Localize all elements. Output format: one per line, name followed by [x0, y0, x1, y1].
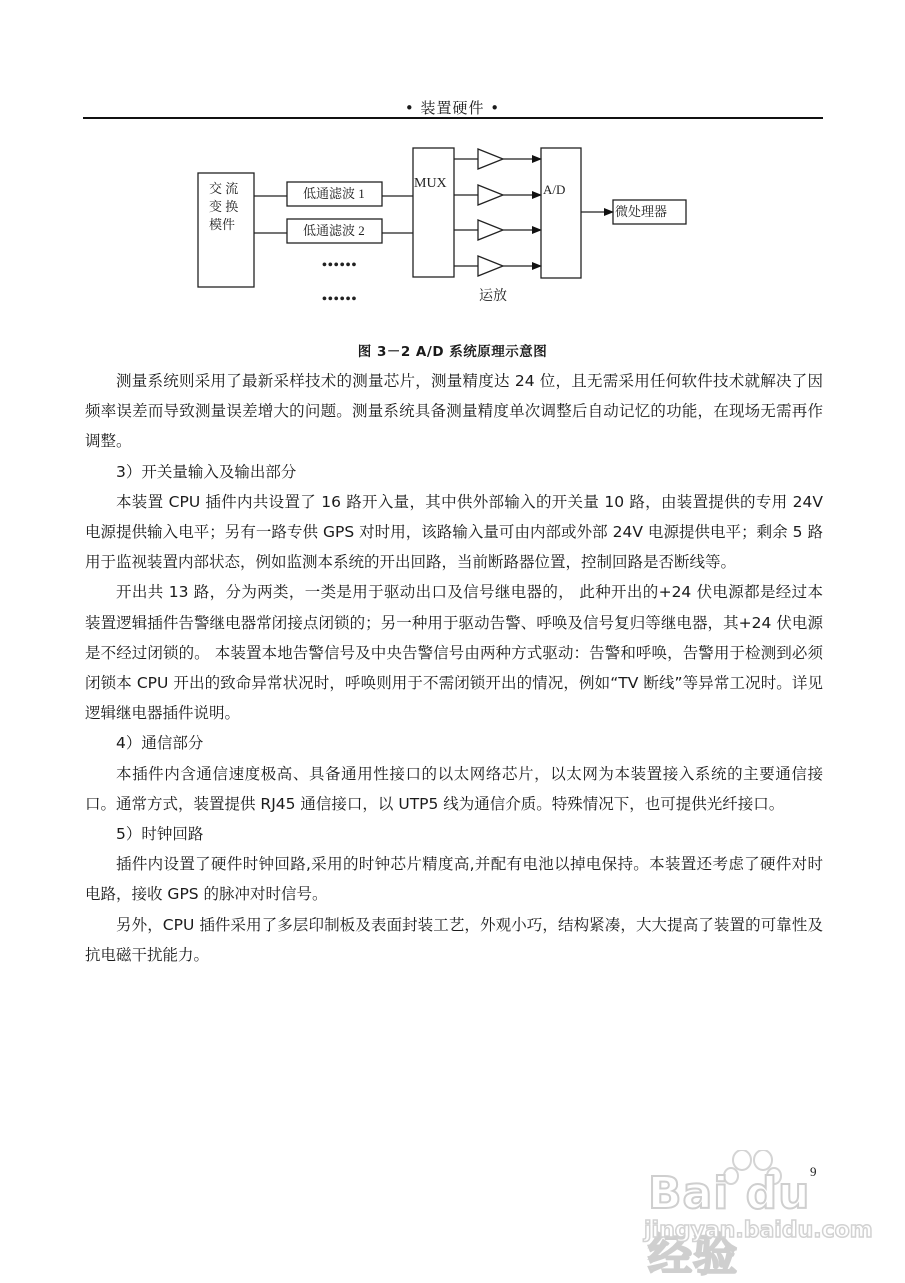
ac-module-label-3: 模件: [209, 217, 236, 232]
opamp-2: [454, 185, 541, 205]
ac-module-label-1: 交 流: [209, 181, 239, 196]
baidu-watermark: [640, 1150, 873, 1281]
paragraph-switch-outputs: 开出共 13 路，分为两类，一类是用于驱动出口及信号继电器的， 此种开出的+24 伏电源都是经过本装置逻辑插件告警继电器常闭接点闭锁的；另一种用于驱动告警、呼唤及信号复归等继电器，其+24 伏电源是不经过闭锁的。 本装置本地告警信号及中央告警信号由两种方式驱动：告警和呼唤，告警用于检测到必须闭锁本 CPU 开出的致命异常状况时，呼唤则用于不需闭锁开出的情况，例如“TV 断线”等异常工况时。详见逻辑继电器插件说明。: [85, 583, 823, 723]
opamp-1: [454, 149, 541, 169]
paragraph-switch-inputs: 本装置 CPU 插件内共设置了 16 路开入量，其中供外部输入的开关量 10 路，由装置提供的专用 24V 电源提供输入电平；另有一路专供 GPS 对时用，该路输入量可由内部或外部 24V 电源提供电平；剩余 5 路用于监视装置内部状态，例如监测本系统的开出回路，当前断路器位置，控制回路是否断线等。: [85, 492, 823, 572]
page-number: 9: [810, 1164, 817, 1179]
ellipsis-1: ••••••: [322, 258, 358, 273]
diagram-lines: [0, 0, 905, 330]
paragraph-clock: 插件内设置了硬件时钟回路,采用的时钟芯片精度高,并配有电池以掉电保持。本装置还考虑了硬件对时电路，接收 GPS 的脉冲对时信号。: [85, 855, 823, 904]
section-heading-communication: 4）通信部分: [116, 734, 204, 753]
body-text: [85, 366, 823, 970]
opamp-4: [454, 256, 541, 276]
adc-box: [541, 148, 581, 278]
adc-label: A/D: [543, 182, 566, 197]
paragraph-measurement: 测量系统则采用了最新采样技术的测量芯片，测量精度达 24 位，且无需采用任何软件技术就解决了因频率误差而导致测量误差增大的问题。测量系统具备测量精度单次调整后自动记忆的功能，在现场无需再作调整。: [85, 372, 823, 451]
figure-caption: 图 3－2 A/D 系统原理示意图: [357, 344, 548, 360]
filter-1-label: 低通滤波 1: [303, 186, 365, 201]
filter-2-label: 低通滤波 2: [303, 223, 365, 238]
opamp-label: 运放: [479, 289, 507, 304]
ac-module-label-2: 变 换: [209, 199, 239, 214]
mux-box: [413, 148, 454, 277]
watermark-logo: Bai du 经验: [648, 1168, 811, 1281]
paragraph-communication: 本插件内含通信速度极高、具备通用性接口的以太网络芯片，以太网为本装置接入系统的主要通信接口。通常方式，装置提供 RJ45 通信接口，以 UTP5 线为通信介质。特殊情况下，也可提供光纤接口。: [85, 764, 823, 813]
mux-label: MUX: [414, 176, 447, 191]
section-heading-switch-io: 3）开关量输入及输出部分: [116, 462, 297, 481]
mcu-label: 微处理器: [615, 204, 668, 219]
watermark-url: jingyan.baidu.com: [644, 1218, 873, 1243]
section-heading-clock: 5）时钟回路: [116, 825, 204, 844]
opamp-3: [454, 220, 541, 240]
paragraph-pcb: 另外，CPU 插件采用了多层印制板及表面封装工艺，外观小巧，结构紧凑，大大提高了装置的可靠性及抗电磁干扰能力。: [85, 915, 823, 964]
ad-system-diagram: [0, 0, 905, 330]
running-header: • 装置硬件 •: [404, 99, 501, 117]
ellipsis-2: ••••••: [322, 292, 358, 307]
